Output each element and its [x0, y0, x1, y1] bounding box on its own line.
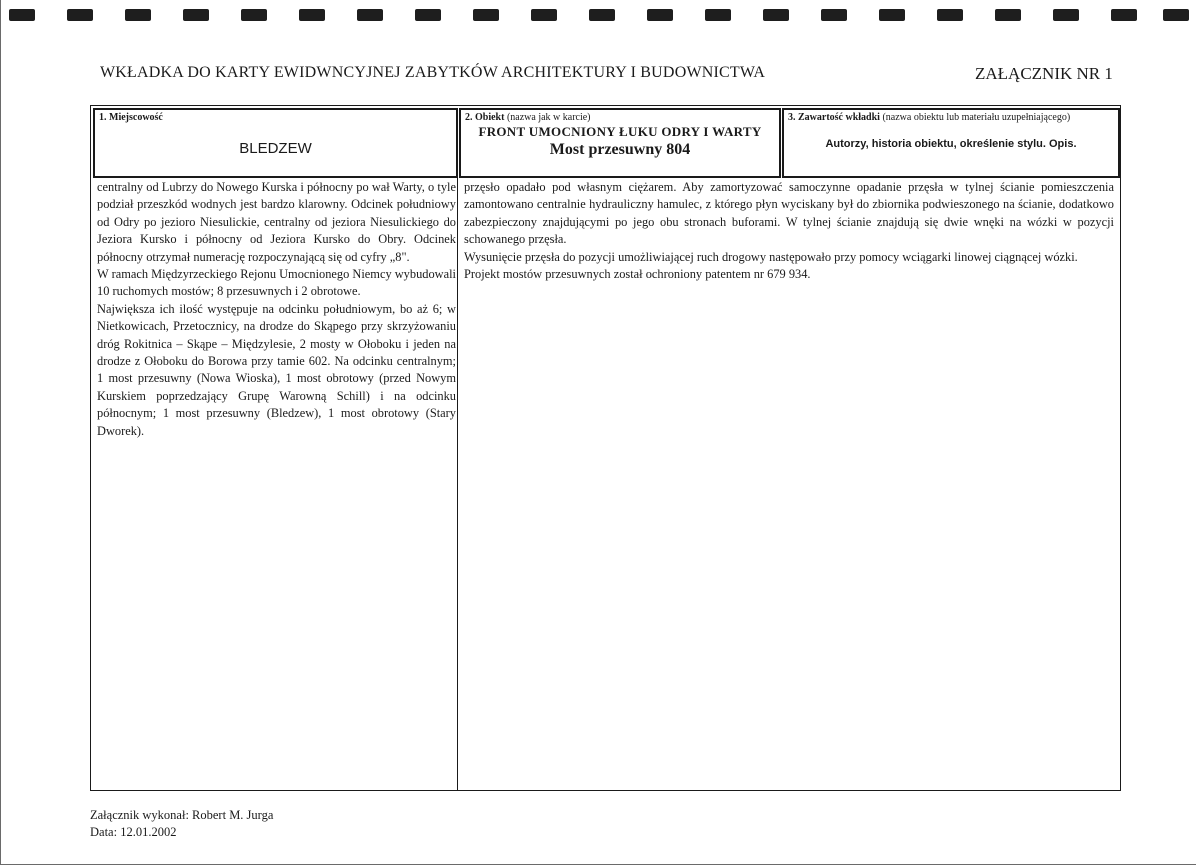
footer	[90, 807, 273, 841]
object-label: 2. Obiekt	[465, 112, 505, 123]
paragraph: przęsło opadało pod własnym ciężarem. Aby zamortyzować samoczynne opadanie przęsła w tylnej ścianie pomieszczenia zamontowano centralnie hydrauliczny hamulec, z którego płyn wyciskany był do zbiornika podwieszonego na ścianie, dodatkowo zabezpieczony znajdującymi po jego obu stronach buforami. W tylnej ścianie znajdują się dwie wnęki na wózki w pozycji schowanego przęsła.	[464, 180, 1114, 247]
paragraph: W ramach Międzyrzeckiego Rejonu Umocnionego Niemcy wybudowali 10 ruchomych mostów; 8 przesuwnych i 2 obrotowe.	[97, 267, 456, 299]
paragraph: Projekt mostów przesuwnych został ochroniony patentem nr 679 934.	[464, 267, 811, 282]
object-field	[459, 108, 781, 178]
object-hint: (nazwa jak w karcie)	[506, 112, 591, 123]
locality-label: 1. Miejscowość	[99, 112, 163, 123]
author-line: Załącznik wykonał: Robert M. Jurga	[90, 808, 274, 822]
paragraph: centralny od Lubrzy do Nowego Kurska i północny po wał Warty, o tyle podział przeszkód wodnych jest bardzo klarowny. Odcinek południowy od Odry po jezioro Niesulickie, centralny od jeziora Niesulickiego do Jeziora Kursko i północny od Jeziora Kursko do Obry. Odcinek północny otrzymał numerację rozpoczynającą się od cyfry „8".	[97, 180, 456, 264]
document-title: WKŁADKA DO KARTY EWIDWNCYJNEJ ZABYTKÓW ARCHITEKTURY I BUDOWNICTWA	[100, 64, 766, 81]
locality-value: BLEDZEW	[239, 140, 312, 157]
date-line: Data: 12.01.2002	[90, 825, 177, 839]
contents-value: Autorzy, historia obiektu, określenie stylu. Opis.	[825, 138, 1077, 150]
paragraph: Wysunięcie przęsła do pozycji umożliwiającej ruch drogowy następowało przy pomocy wciągarki linowej ciągnącej wózki.	[464, 249, 1078, 264]
contents-label: 3. Zawartość wkładki	[788, 112, 880, 123]
column-divider	[457, 178, 458, 790]
paragraph: Największa ich ilość występuje na odcinku południowym, bo aż 6; w Nietkowicach, Przetocznicy, na drodze do Skąpego przy skrzyżowaniu dróg Rokitnica – Skąpe – Międzylesie, 2 mosty w Ołoboku i jeden na drodze z Ołoboku do Borowa przy tamie 602. Na odcinku centralnym; 1 most przesuwny (Nowa Wioska), 1 most obrotowy (przed Nowym Kurskiem poprzedzający Grupę Warowną Schill) i na odcinku północnym; 1 most przesuwny (Bledzew), 1 most obrotowy (Stary Dworek).	[97, 301, 456, 438]
object-subtitle: Most przesuwny 804	[549, 141, 691, 158]
binder-punch-holes	[1, 0, 1198, 26]
contents-field	[782, 108, 1120, 178]
contents-hint: (nazwa obiektu lub materiału uzupełniającego)	[882, 112, 1071, 123]
right-column-text	[464, 179, 1114, 283]
locality-field	[93, 108, 458, 178]
object-name: FRONT UMOCNIONY ŁUKU ODRY I WARTY	[478, 124, 762, 139]
left-column-text	[97, 179, 456, 440]
annex-number: ZAŁĄCZNIK NR 1	[975, 64, 1113, 83]
insert-form	[90, 105, 1121, 791]
